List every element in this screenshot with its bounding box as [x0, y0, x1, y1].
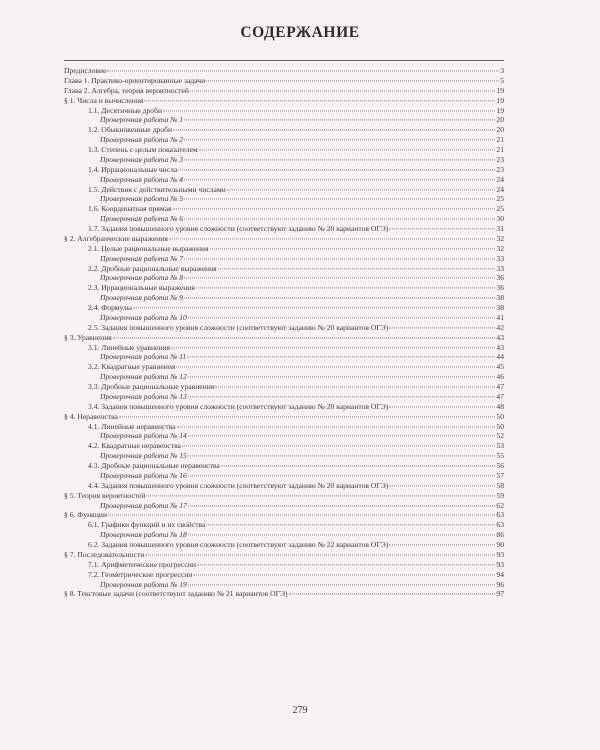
toc-entry-title: Проверочная работа № 3 [100, 154, 183, 164]
toc-entry [64, 550, 504, 560]
dot-leader [389, 544, 495, 545]
toc-entry-page: 33 [496, 253, 504, 263]
toc-entry [64, 491, 504, 501]
dot-leader [119, 416, 496, 417]
toc-entry [64, 580, 504, 590]
toc-entry [64, 431, 504, 441]
toc-entry-page: 19 [496, 105, 504, 115]
dot-leader [184, 219, 495, 220]
toc-entry-title: Проверочная работа № 9 [100, 293, 183, 303]
toc-entry-page: 48 [496, 401, 504, 411]
toc-entry-title: 3.2. Квадратные уравнения [88, 362, 176, 372]
toc-entry [64, 441, 504, 451]
toc-entry [64, 560, 504, 570]
dot-leader [171, 347, 495, 348]
toc-entry-title: Проверочная работа № 16 [100, 470, 187, 480]
toc-entry-title: 6.1. Графики функций и их свойства [88, 520, 206, 530]
toc-entry-title: Проверочная работа № 5 [100, 194, 183, 204]
toc-entry-title: § 1. Числа и вычисления [64, 95, 144, 105]
toc-entry-title: 3.4. Задания повышенного уровня сложности (соответствуют заданию № 20 вариантов ОГЭ) [88, 401, 389, 411]
toc-entry-page: 56 [496, 461, 504, 470]
toc-entry [64, 145, 504, 155]
toc-entry-title: 2.5. Задания повышенного уровня сложности (соответствуют заданию № 20 вариантов ОГЭ) [88, 322, 389, 332]
toc-entry [64, 461, 504, 471]
toc-entry [64, 510, 504, 520]
toc-entry-title: 1.4. Иррациональные числа [88, 164, 178, 174]
dot-leader [188, 535, 496, 536]
dot-leader [184, 199, 495, 200]
toc-entry [64, 540, 504, 550]
toc-entry-title: 4.1. Линейные неравенства [88, 421, 176, 431]
toc-entry-title: 7.1. Арифметические прогрессии [88, 559, 196, 569]
toc-entry-page: 23 [496, 154, 504, 164]
table-of-contents [64, 66, 504, 599]
toc-entry [64, 471, 504, 481]
toc-entry [64, 382, 504, 392]
toc-entry-title: Проверочная работа № 18 [100, 530, 187, 540]
toc-entry-title: Предисловие [64, 66, 107, 75]
toc-entry [64, 293, 504, 303]
toc-entry-title: Проверочная работа № 6 [100, 214, 183, 224]
toc-entry-title: Проверочная работа № 11 [100, 352, 187, 362]
toc-entry-page: 46 [496, 372, 504, 382]
toc-entry [64, 175, 504, 185]
toc-entry [64, 303, 504, 313]
toc-entry-page: 93 [496, 559, 504, 569]
toc-entry-title: § 4. Неравенства [64, 411, 118, 421]
toc-entry-title: 1.6. Координатная прямая [88, 204, 172, 214]
toc-entry-page: 93 [496, 549, 504, 559]
dot-leader [193, 574, 495, 575]
toc-entry [64, 86, 504, 96]
toc-entry-title: Проверочная работа № 1 [100, 115, 183, 125]
dot-leader [199, 149, 496, 150]
toc-entry [64, 412, 504, 422]
toc-entry [64, 254, 504, 264]
toc-entry [64, 501, 504, 511]
dot-leader [206, 525, 495, 526]
toc-entry [64, 155, 504, 165]
toc-entry [64, 135, 504, 145]
toc-entry-title: 1.7. Задания повышенного уровня сложности (соответствуют заданию № 20 вариантов ОГЭ) [88, 224, 389, 233]
dot-leader [144, 100, 495, 101]
toc-entry [64, 273, 504, 283]
dot-leader [184, 140, 495, 141]
toc-entry-title: Проверочная работа № 2 [100, 135, 183, 145]
dot-leader [221, 465, 496, 466]
toc-entry-title: § 6. Функции [64, 510, 108, 520]
toc-entry-page: 94 [496, 569, 504, 579]
toc-entry-page: 42 [496, 322, 504, 332]
toc-entry-page: 97 [496, 589, 504, 599]
toc-entry [64, 313, 504, 323]
toc-entry-page: 19 [496, 95, 504, 105]
toc-entry-page: 20 [496, 115, 504, 125]
dot-leader [389, 485, 495, 486]
toc-entry-page: 30 [496, 214, 504, 224]
dot-leader [107, 70, 499, 71]
toc-entry [64, 115, 504, 125]
toc-entry-title: Проверочная работа № 10 [100, 312, 187, 322]
toc-entry-title: 7.2. Геометрические прогрессии [88, 569, 193, 579]
toc-entry [64, 224, 504, 234]
dot-leader [173, 130, 495, 131]
dot-leader [188, 505, 496, 506]
dot-leader [176, 367, 495, 368]
toc-entry [64, 352, 504, 362]
toc-entry-title: Проверочная работа № 4 [100, 174, 183, 184]
toc-entry [64, 392, 504, 402]
toc-entry [64, 333, 504, 343]
dot-leader [182, 446, 495, 447]
toc-entry-title: 2.1. Целые рациональные выражения [88, 243, 209, 253]
dot-leader [188, 436, 496, 437]
toc-entry-page: 62 [496, 500, 504, 510]
toc-entry-page: 36 [496, 283, 504, 293]
dot-leader [184, 298, 495, 299]
dot-leader [184, 278, 495, 279]
toc-entry-title: 1.1. Десятичные дроби [88, 105, 163, 115]
dot-leader [145, 554, 495, 555]
toc-entry-page: 52 [496, 431, 504, 441]
dot-leader [169, 238, 496, 239]
dot-leader [173, 209, 496, 210]
toc-entry-title: § 5. Теория вероятностей [64, 490, 146, 500]
toc-entry-title: Глава 1. Практико-ориентированные задачи [64, 75, 206, 85]
toc-entry [64, 194, 504, 204]
toc-entry-title: 2.3. Иррациональные выражения [88, 283, 195, 293]
toc-entry [64, 589, 504, 599]
toc-entry-title: Проверочная работа № 19 [100, 579, 187, 589]
toc-entry-title: Проверочная работа № 7 [100, 253, 183, 263]
toc-entry-page: 44 [496, 352, 504, 362]
dot-leader [187, 357, 495, 358]
dot-leader [210, 248, 496, 249]
toc-entry-page: 86 [496, 530, 504, 540]
toc-entry-title: Проверочная работа № 14 [100, 431, 187, 441]
toc-entry-page: 55 [496, 451, 504, 461]
toc-entry-page: 57 [496, 470, 504, 480]
toc-entry-title: 3.1. Линейные уравнения [88, 342, 171, 352]
toc-entry [64, 106, 504, 116]
dot-leader [188, 456, 496, 457]
toc-entry-page: 96 [496, 579, 504, 589]
dot-leader [184, 159, 495, 160]
toc-entry-page: 47 [496, 391, 504, 401]
toc-entry [64, 362, 504, 372]
toc-entry-title: 1.2. Обыкновенные дроби [88, 125, 173, 135]
dot-leader [197, 564, 496, 565]
toc-entry [64, 66, 504, 76]
toc-entry [64, 343, 504, 353]
toc-entry [64, 422, 504, 432]
toc-entry-title: Глава 2. Алгебра, теория вероятностей [64, 85, 189, 95]
toc-entry-title: Проверочная работа № 8 [100, 273, 183, 283]
dot-leader [184, 258, 495, 259]
toc-entry [64, 530, 504, 540]
page-number: 279 [292, 705, 308, 716]
toc-entry-page: 63 [496, 520, 504, 530]
dot-leader [113, 337, 496, 338]
toc-entry-page: 58 [496, 480, 504, 490]
dot-leader [184, 120, 495, 121]
toc-entry-page: 43 [496, 332, 504, 342]
toc-entry-title: Проверочная работа № 15 [100, 451, 187, 461]
toc-entry-page: 25 [496, 194, 504, 204]
page-title: СОДЕРЖАНИЕ [240, 24, 360, 41]
toc-entry-title: § 2. Алгебраические выражения [64, 233, 168, 243]
toc-entry-title: 4.3. Дробные рациональные неравенства [88, 461, 220, 470]
dot-leader [108, 515, 495, 516]
toc-entry-page: 41 [496, 312, 504, 322]
dot-leader [389, 406, 495, 407]
dot-leader [178, 169, 495, 170]
dot-leader [227, 189, 496, 190]
toc-entry [64, 520, 504, 530]
dot-leader [190, 90, 496, 91]
toc-entry-page: 3 [500, 66, 504, 75]
toc-entry-page: 25 [496, 204, 504, 214]
toc-entry-title: 3.3. Дробные рациональные уравнения [88, 382, 215, 391]
toc-entry-title: Проверочная работа № 13 [100, 391, 187, 401]
toc-entry [64, 76, 504, 86]
toc-entry [64, 96, 504, 106]
toc-entry-title: Проверочная работа № 12 [100, 372, 187, 382]
title-rule [64, 60, 504, 61]
toc-entry [64, 244, 504, 254]
toc-entry [64, 481, 504, 491]
toc-entry-page: 5 [500, 75, 504, 85]
toc-entry [64, 570, 504, 580]
toc-entry-title: 2.2. Дробные рациональные выражения [88, 263, 217, 273]
dot-leader [188, 475, 496, 476]
dot-leader [133, 307, 495, 308]
toc-entry-page: 50 [496, 421, 504, 431]
dot-leader [215, 386, 495, 387]
toc-entry-page: 38 [496, 303, 504, 312]
toc-entry-title: 1.3. Степень с целым показателем [88, 145, 198, 154]
dot-leader [196, 288, 496, 289]
toc-entry-page: 21 [496, 145, 504, 154]
toc-entry-page: 43 [496, 342, 504, 352]
toc-entry-page: 24 [496, 174, 504, 184]
toc-entry [64, 204, 504, 214]
toc-entry-title: 4.4. Задания повышенного уровня сложности (соответствуют заданию № 20 вариантов ОГЭ) [88, 480, 389, 490]
dot-leader [163, 110, 495, 111]
toc-entry-title: 1.5. Действия с действительными числами [88, 184, 226, 194]
dot-leader [289, 594, 496, 595]
toc-entry-title: § 3. Уравнения [64, 332, 112, 342]
dot-leader [218, 268, 496, 269]
toc-entry-page: 32 [496, 243, 504, 253]
toc-entry [64, 165, 504, 175]
dot-leader [389, 228, 495, 229]
dot-leader [188, 377, 496, 378]
toc-entry-title: § 8. Текстовые задачи (соответствуют заданию № 21 вариантов ОГЭ) [64, 589, 288, 599]
toc-entry-page: 38 [496, 293, 504, 303]
toc-entry [64, 372, 504, 382]
toc-entry [64, 283, 504, 293]
dot-leader [188, 317, 496, 318]
toc-entry-page: 24 [496, 184, 504, 194]
dot-leader [188, 396, 496, 397]
dot-leader [177, 426, 496, 427]
toc-entry-page: 31 [496, 224, 504, 233]
toc-entry-page: 63 [496, 510, 504, 520]
toc-entry-page: 53 [496, 441, 504, 451]
dot-leader [184, 179, 495, 180]
toc-entry-title: 2.4. Формулы [88, 303, 132, 312]
toc-entry-page: 32 [496, 233, 504, 243]
toc-entry [64, 125, 504, 135]
dot-leader [389, 327, 495, 328]
toc-entry-page: 20 [496, 125, 504, 135]
dot-leader [146, 495, 495, 496]
toc-entry-page: 90 [496, 540, 504, 549]
toc-entry-page: 19 [496, 85, 504, 95]
toc-entry [64, 451, 504, 461]
toc-entry-page: 47 [496, 382, 504, 391]
toc-entry-page: 23 [496, 164, 504, 174]
toc-entry [64, 323, 504, 333]
toc-entry-title: 6.2. Задания повышенного уровня сложности (соответствуют заданию № 22 вариантов ОГЭ) [88, 540, 389, 549]
toc-entry-page: 36 [496, 273, 504, 283]
dot-leader [188, 584, 496, 585]
toc-entry-page: 59 [496, 490, 504, 500]
toc-entry-page: 21 [496, 135, 504, 145]
toc-entry-page: 45 [496, 362, 504, 372]
toc-entry [64, 234, 504, 244]
dot-leader [206, 80, 499, 81]
toc-entry [64, 264, 504, 274]
toc-entry [64, 214, 504, 224]
toc-entry [64, 185, 504, 195]
toc-entry-page: 33 [496, 263, 504, 273]
toc-entry-page: 50 [496, 411, 504, 421]
toc-entry-title: Проверочная работа № 17 [100, 500, 187, 510]
toc-entry-title: 4.2. Квадратные неравенства [88, 441, 181, 451]
toc-entry-title: § 7. Последовательности [64, 549, 145, 559]
toc-entry [64, 402, 504, 412]
